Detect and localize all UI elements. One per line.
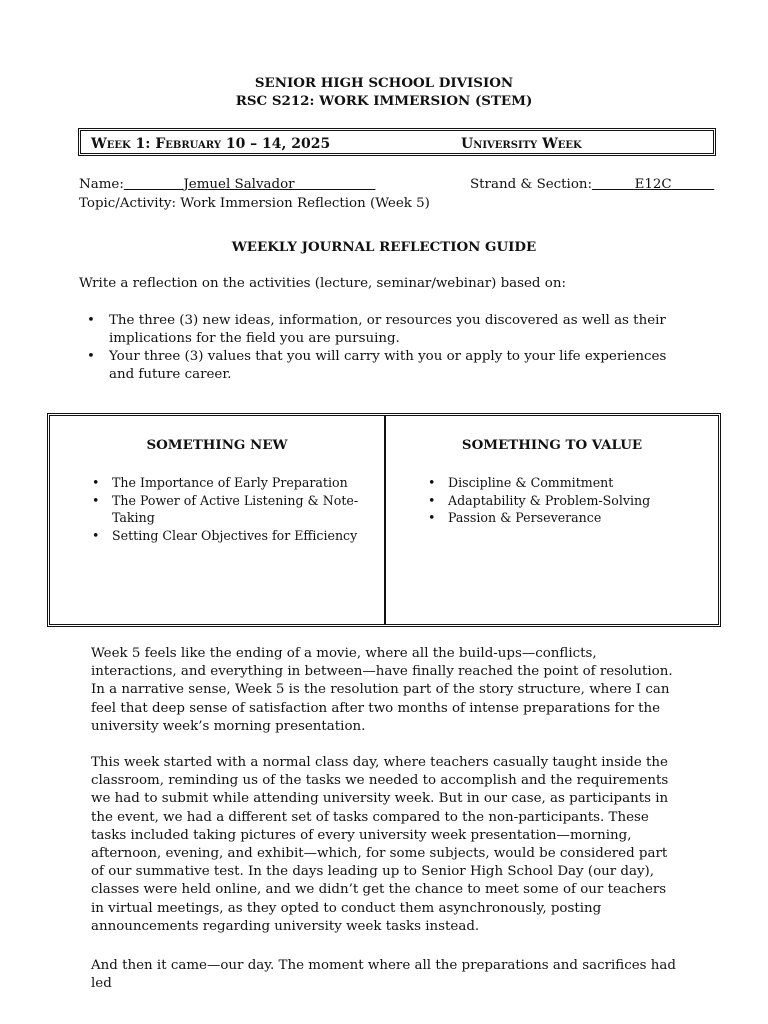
name-value: Jemuel Salvador <box>183 177 295 192</box>
something-new-cell <box>50 416 384 624</box>
name-label: Name: <box>79 177 124 192</box>
strand-label: Strand & Section: <box>470 177 593 192</box>
something-to-value-cell <box>386 416 718 624</box>
course-title: RSC S212: WORK IMMERSION (STEM) <box>235 93 533 109</box>
strand-field <box>592 177 714 192</box>
week-banner <box>78 128 716 156</box>
list-item: • Adaptability & Problem-Solving <box>424 492 702 510</box>
list-item: • The three (3) new ideas, information, or resources you discovered as well as their implications for the field you are pursuing. <box>79 312 679 348</box>
topic-label: Topic/Activity: <box>79 196 176 211</box>
list-item: • The Importance of Early Preparation <box>88 474 368 492</box>
reflection-table <box>47 413 721 627</box>
list-item: • Discipline & Commitment <box>424 474 702 492</box>
something-to-value-list <box>424 474 702 527</box>
something-new-list <box>88 474 368 544</box>
week-dates: Week 1: February 10 – 14, 2025 <box>91 136 331 152</box>
name-field <box>124 177 376 192</box>
division-title: SENIOR HIGH SCHOOL DIVISION <box>254 75 514 91</box>
strand-row <box>470 176 714 194</box>
list-item: • Your three (3) values that you will carry with you or apply to your life experiences and future career. <box>79 348 679 384</box>
list-item: • Setting Clear Objectives for Efficiency <box>88 527 368 545</box>
list-item: • The Power of Active Listening & Note-Taking <box>88 492 368 527</box>
event-name: University Week <box>461 136 582 152</box>
guide-intro: Write a reflection on the activities (lecture, seminar/webinar) based on: <box>79 276 566 291</box>
document-header <box>0 74 768 110</box>
list-item: • Passion & Perseverance <box>424 509 702 527</box>
something-to-value-title: SOMETHING TO VALUE <box>461 437 643 453</box>
strand-value: E12C <box>634 177 672 192</box>
reflection-paragraph-3: And then it came—our day. The moment where all the preparations and sacrifices had led <box>91 958 676 992</box>
guide-bullets <box>79 312 679 384</box>
name-row <box>79 176 375 194</box>
topic-value: Work Immersion Reflection (Week 5) <box>180 196 430 211</box>
guide-title: WEEKLY JOURNAL REFLECTION GUIDE <box>231 239 537 255</box>
something-new-title: SOMETHING NEW <box>146 437 288 453</box>
reflection-paragraph-2: This week started with a normal class day, where teachers casually taught inside the classroom, reminding us of the tasks we needed to accomplish and the requirements we had to submit while attending university week. But in our case, as participants in the event, we had a different set of tasks compared to the non-participants. These tasks included taking pictures of every university week presentation—morning, afternoon, evening, and exhibit—which, for some subjects, would be considered part of our summative test. In the days leading up to Senior High School Day (our day), classes were held online, and we didn’t get the chance to meet some of our teachers in virtual meetings, as they opted to conduct them asynchronously, posting announcements regarding university week tasks instead. <box>91 755 669 934</box>
reflection-paragraph-1: Week 5 feels like the ending of a movie, where all the build-ups—conflicts, interactions, and everything in between—have finally reached the point of resolution. In a narrative sense, Week 5 is the resolution part of the story structure, where I can feel that deep sense of satisfaction after two months of intense preparations for the university week’s morning presentation. <box>91 646 673 734</box>
topic-row <box>79 195 430 213</box>
